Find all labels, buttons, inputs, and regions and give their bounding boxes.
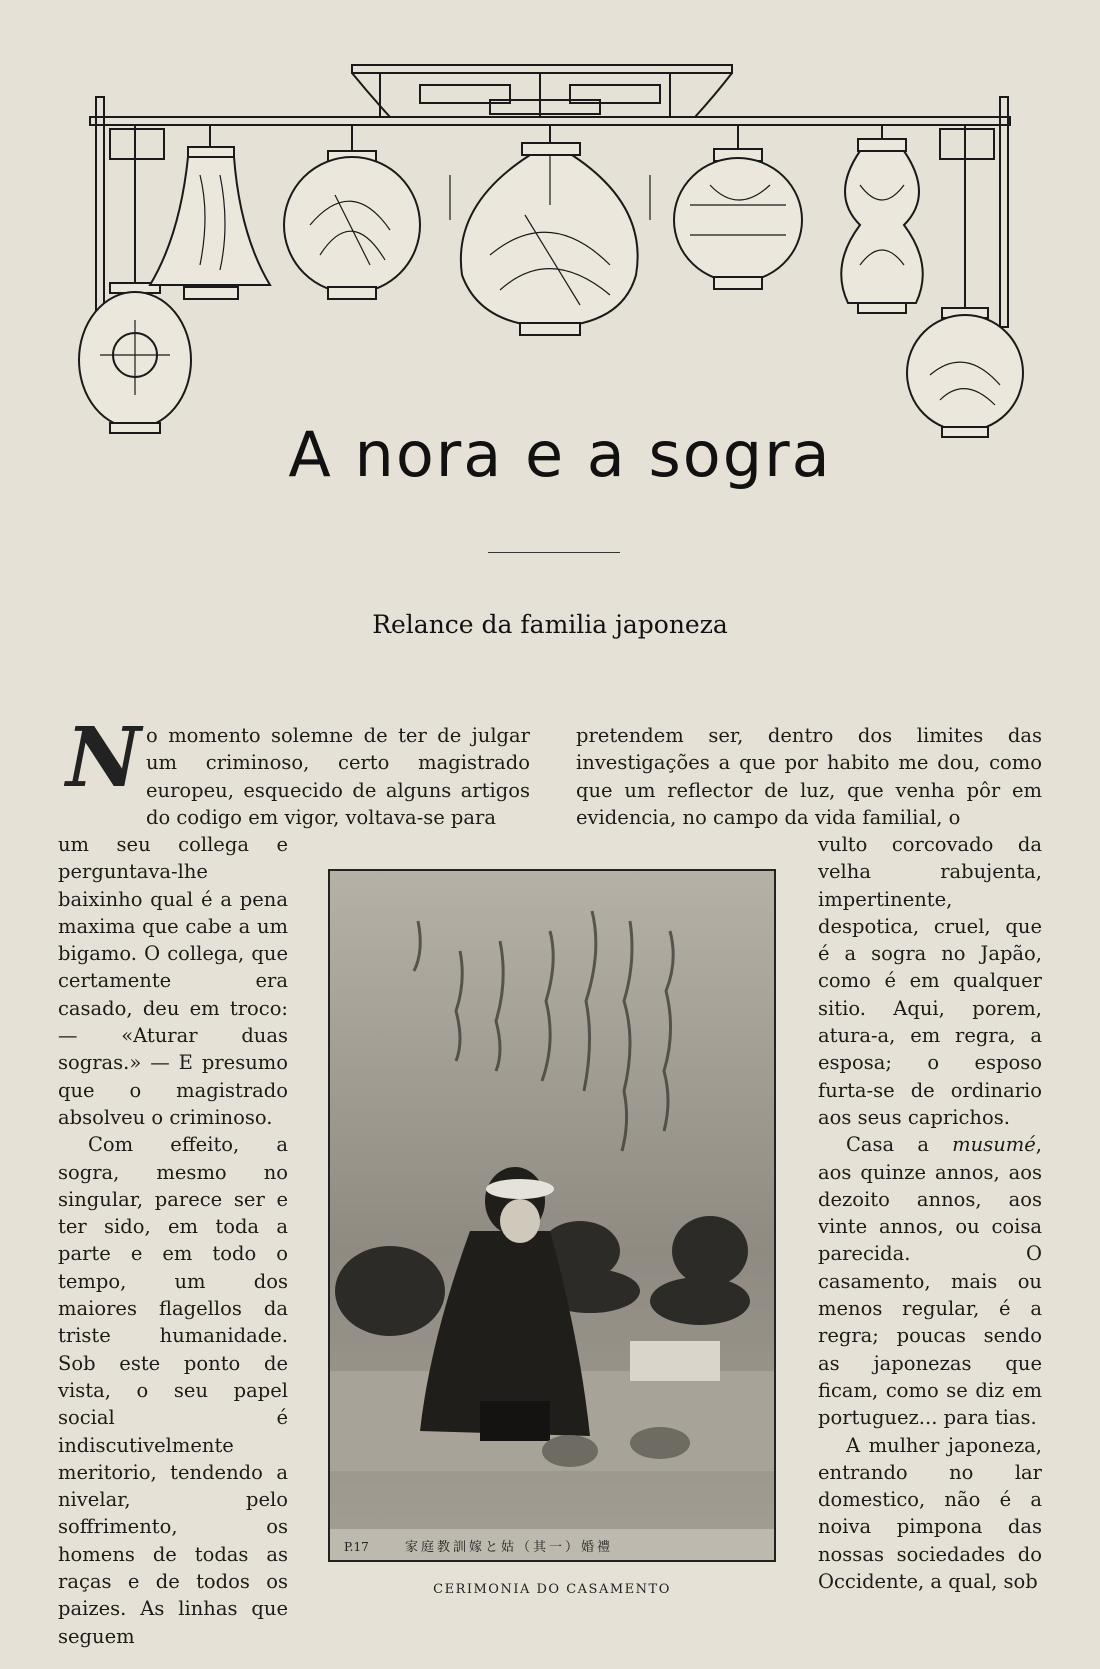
right-column-text-2 bbox=[818, 1131, 1042, 1431]
photo-signature: P.17 bbox=[344, 1540, 369, 1554]
right-column-text-2-pre: Casa a bbox=[846, 1133, 953, 1157]
drop-cap: N bbox=[66, 710, 141, 806]
right-column-text-2-post: , aos quinze annos, aos dezoito annos, aos vinte annos, ou coisa parecida. O casamento, mais ou menos regular, é a regra; poucas sendo as japonezas que ficam, como se diz em portuguez... para tias. bbox=[818, 1133, 1042, 1430]
lead-text: o momento solemne de ter de julgar um criminoso, certo magistrado europeu, esquecido de alguns artigos do codigo em vigor, voltava-se para bbox=[146, 724, 530, 829]
musume-term: musumé bbox=[952, 1133, 1036, 1157]
right-column-top bbox=[576, 722, 1042, 831]
wedding-ceremony-photo bbox=[328, 869, 776, 1562]
lead-paragraph bbox=[146, 722, 530, 831]
right-column-text-3: A mulher japoneza, entrando no lar domestico, não é a noiva pimpona das nossas sociedades do Occidente, a qual, sob bbox=[818, 1433, 1042, 1594]
left-column-text: um seu collega e perguntava-lhe baixinho qual é a pena maxima que cabe a um bigamo. O collega, que certamente era casado, deu em troco: — «Aturar duas sogras.» — E presumo que o magistrado absolveu o criminoso. bbox=[58, 833, 288, 1129]
right-column bbox=[818, 831, 1042, 1595]
photo-caption: CERIMONIA DO CASAMENTO bbox=[433, 1582, 671, 1597]
left-column bbox=[58, 831, 288, 1650]
article-title: A nora e a sogra bbox=[288, 418, 832, 491]
right-column-top-text: pretendem ser, dentro dos limites das investigações a que por habito me dou, como que um reflector de luz, que venha pôr em evidencia, no campo da vida familial, o bbox=[576, 724, 1042, 829]
right-column-text: vulto corcovado da velha rabujenta, impertinente, despotica, cruel, que é a sogra no Japão, como é em qualquer sitio. Aqui, porem, atura-a, em regra, a esposa; o esposo furta-se de ordinario aos seus caprichos. bbox=[818, 833, 1042, 1129]
left-column-text-2: Com effeito, a sogra, mesmo no singular, parece ser e ter sido, em toda a parte e em todo o tempo, um dos maiores flagellos da triste humanidade. Sob este ponto de vista, o seu papel social é indiscutivelmente meritorio, tendendo a nivelar, pelo soffrimento, os homens de todas as raças e de todos os paizes. As linhas que seguem bbox=[58, 1133, 288, 1648]
title-divider bbox=[488, 552, 620, 553]
photo-inscription: 家庭教訓嫁と姑（其一）婚禮 bbox=[405, 1540, 614, 1555]
hanging-lanterns-illustration bbox=[70, 55, 1030, 475]
article-subtitle: Relance da familia japoneza bbox=[372, 610, 728, 639]
photo-illustration bbox=[330, 871, 774, 1560]
